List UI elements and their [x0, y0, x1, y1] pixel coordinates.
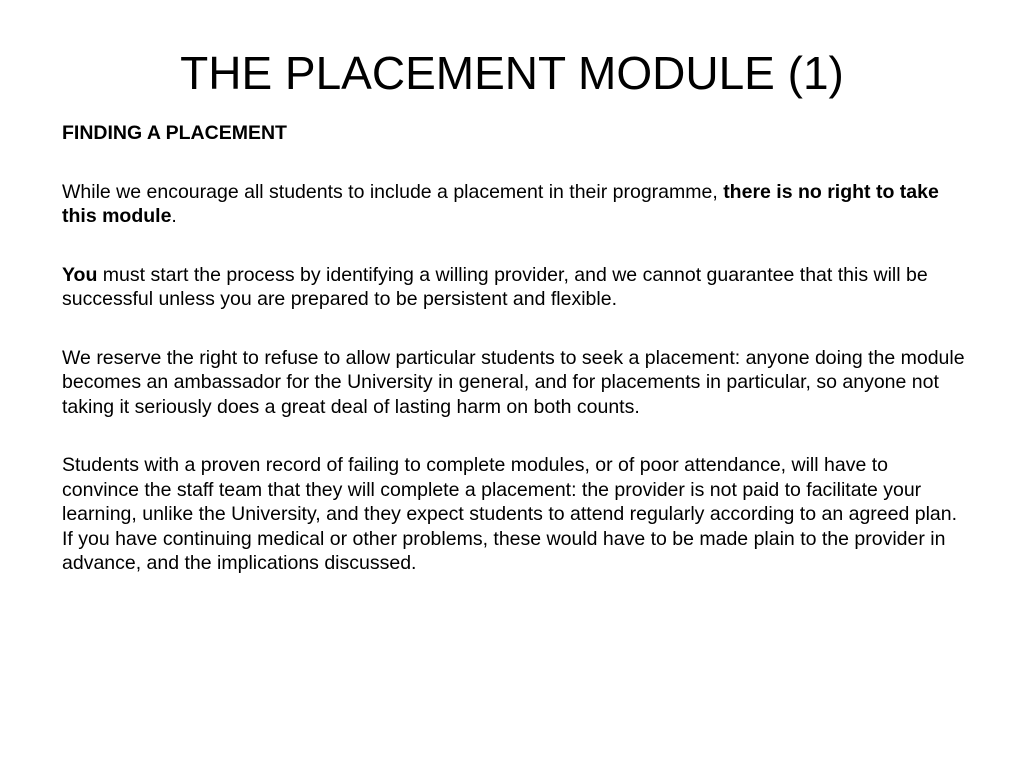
slide-title: THE PLACEMENT MODULE (1): [180, 47, 844, 99]
paragraph-encourage-bold: there is no right to take this module: [62, 180, 939, 227]
paragraph-you-must-start: [62, 263, 967, 312]
paragraph-you-bold: You: [62, 263, 98, 286]
paragraph-encourage: [62, 180, 967, 229]
paragraph-reserve-right: We reserve the right to refuse to allow particular students to seek a placement: anyone doing the module becomes an ambassador for the University in general, and for placements in particular, so anyone not taking it seriously does a great deal of lasting harm on both counts.: [62, 346, 965, 418]
paragraph-encourage-end: .: [171, 205, 177, 227]
paragraph-encourage-text: While we encourage all students to include a placement in their programme,: [62, 180, 724, 203]
paragraph-you-text: must start the process by identifying a willing provider, and we cannot guarantee that this will be successful unless you are prepared to be persistent and flexible.: [62, 263, 928, 310]
slide-content: [62, 121, 967, 576]
section-heading: FINDING A PLACEMENT: [62, 122, 287, 144]
paragraph-proven-record: Students with a proven record of failing to complete modules, or of poor attendance, will have to convince the staff team that they will complete a placement: the provider is not paid to facilitate your learning, unlike the University, and they expect students to attend regularly according to an agreed plan. If you have continuing medical or other problems, these would have to be made plain to the provider in advance, and the implications discussed.: [62, 454, 958, 574]
